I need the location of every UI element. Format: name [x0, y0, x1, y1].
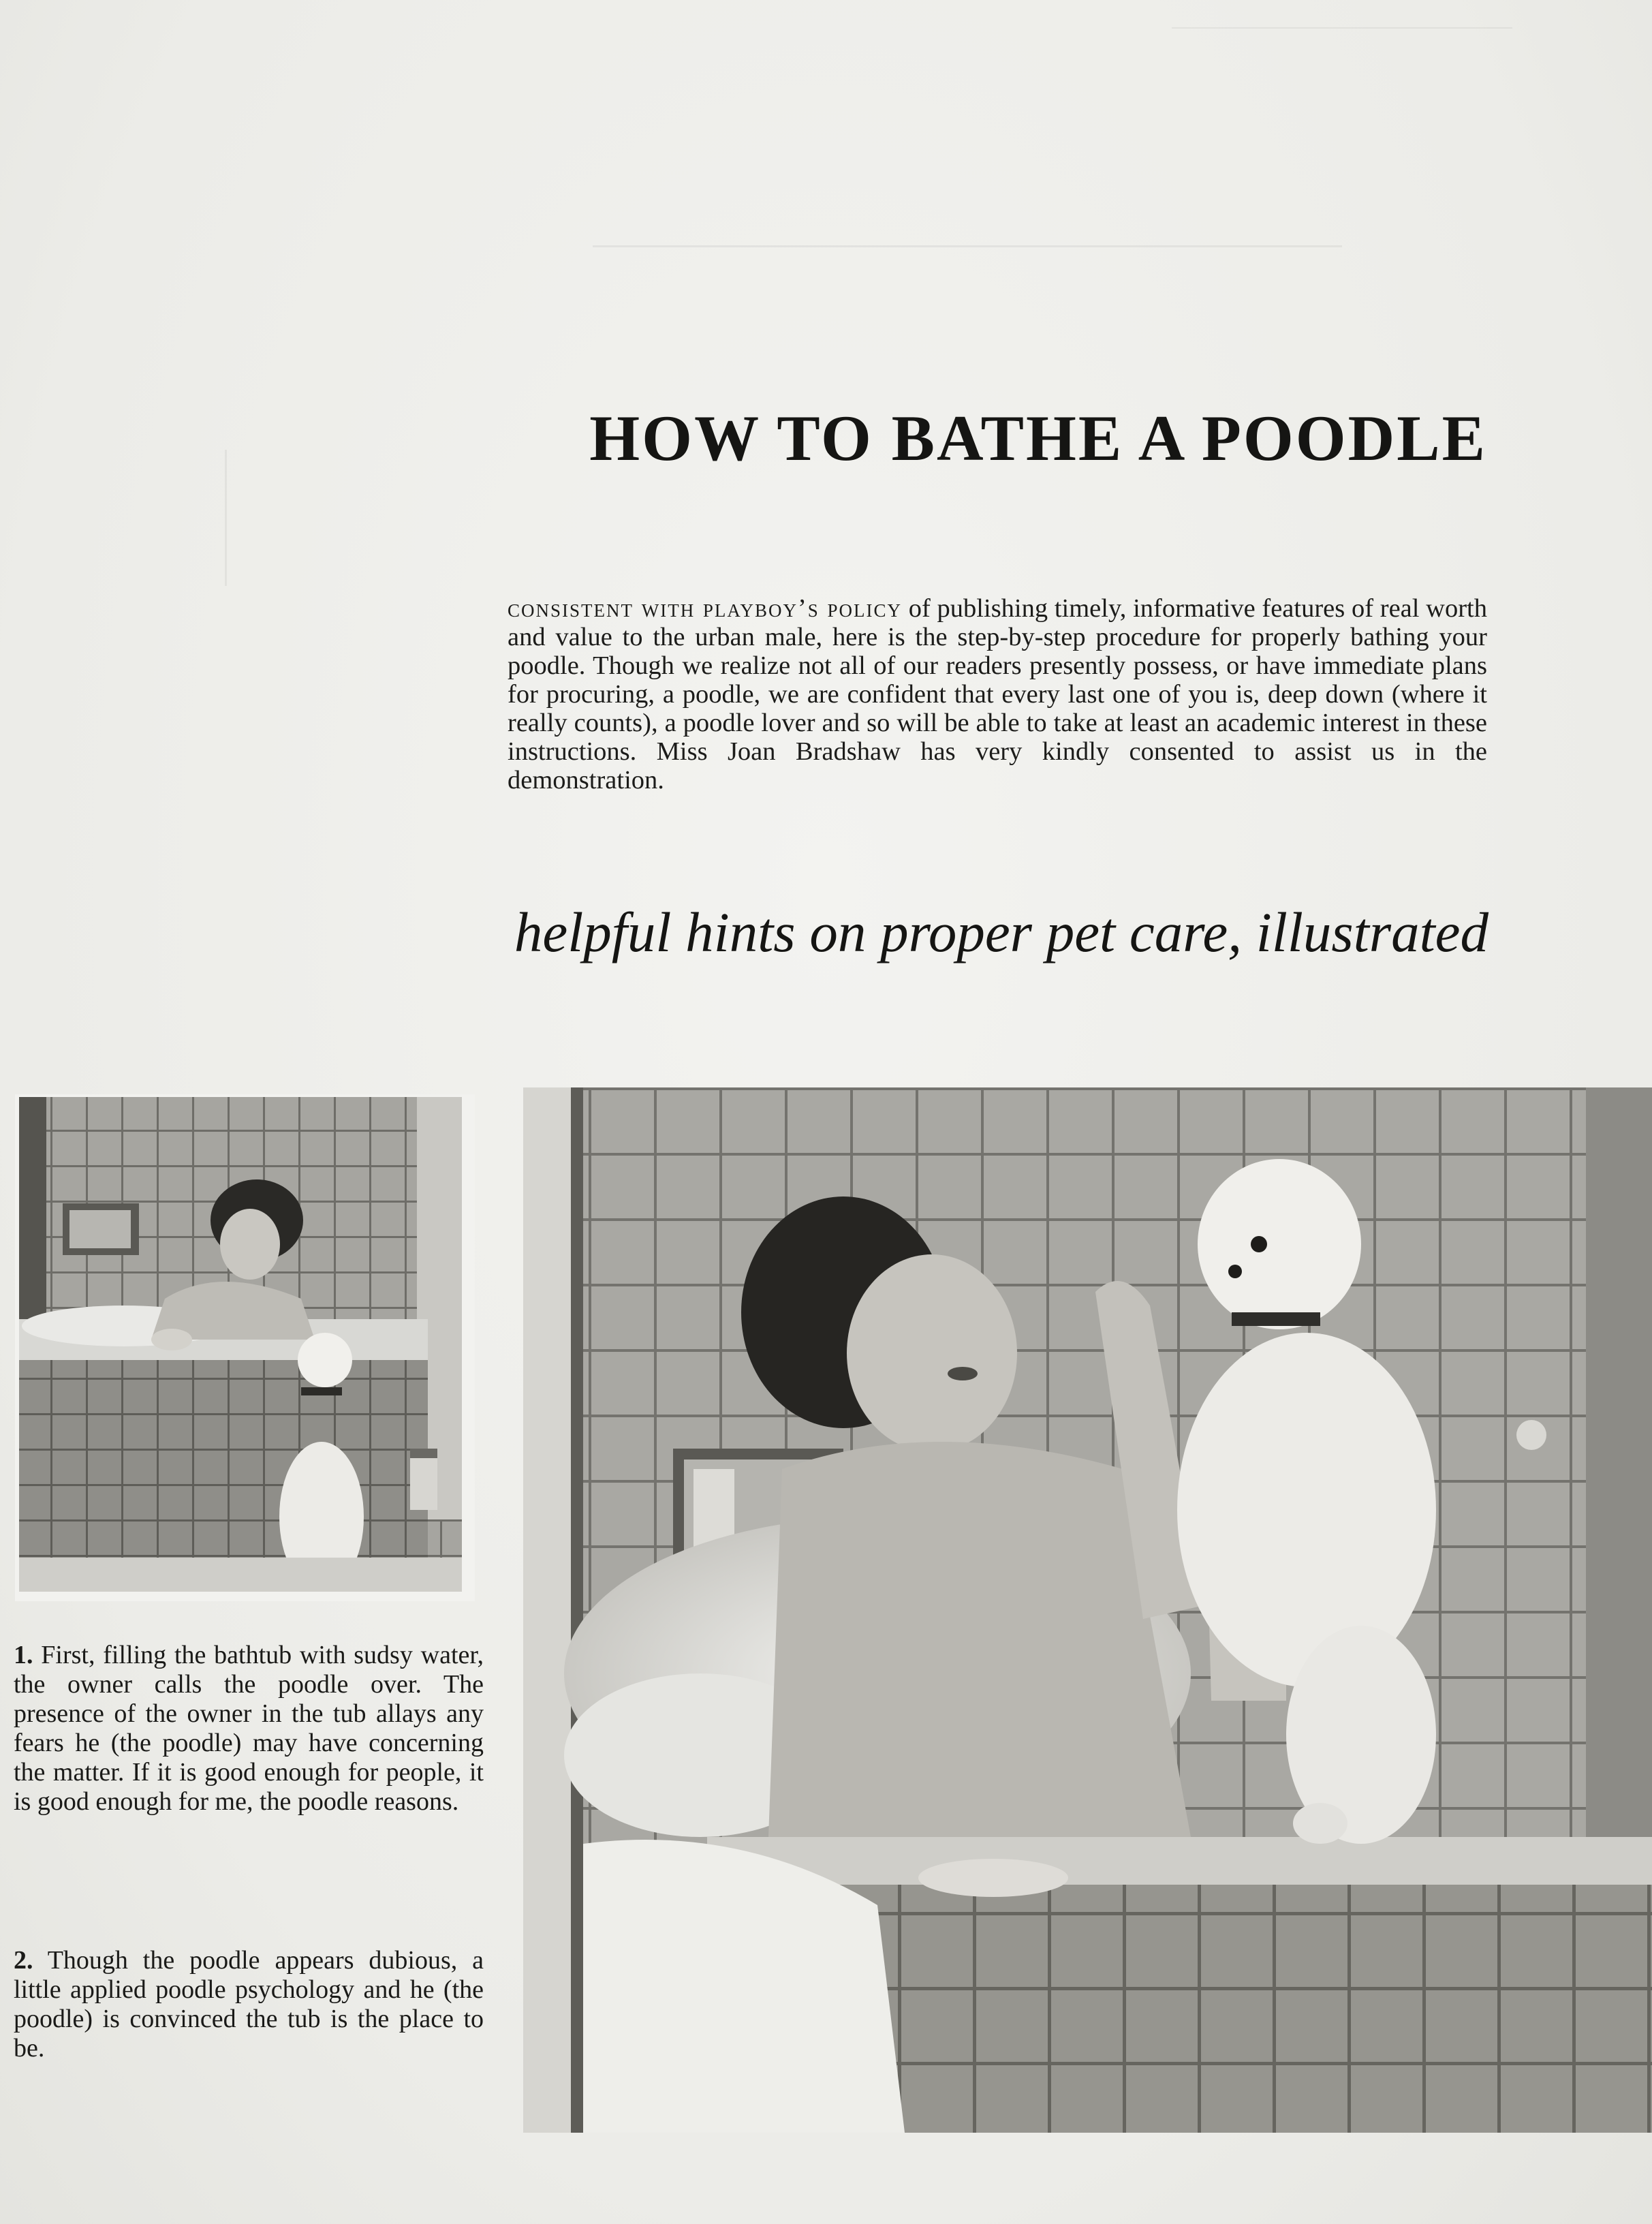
article-title: HOW TO BATHE A POODLE [589, 402, 1487, 474]
bathtub-photo-icon [15, 1094, 475, 1601]
caption-number: 2. [14, 1946, 33, 1975]
show-through-texture [1172, 27, 1512, 206]
article-intro [508, 594, 1487, 794]
caption-text: First, filling the bathtub with sudsy water, the owner calls the poodle over. The presence of the owner in the tub allays any fears he (the poodle) may have concerning the matter. If it is good enough for people, it is good enough for me, the poodle reasons. [14, 1641, 484, 1816]
photo-caption-1 [14, 1641, 484, 1817]
intro-lead-in: consistent with playboy’s policy [508, 594, 903, 623]
bathtub-photo-icon [523, 1087, 1652, 2133]
show-through-texture [593, 245, 1342, 275]
article-subtitle: helpful hints on proper pet care, illustrated [514, 901, 1489, 963]
photo-caption-2 [14, 1946, 484, 2063]
photo-woman-holding-poodle [523, 1087, 1652, 2133]
photo-woman-calling-poodle [15, 1094, 475, 1601]
caption-text: Though the poodle appears dubious, a little applied poodle psychology and he (the poodle) is convinced the tub is the place to be. [14, 1946, 484, 2063]
caption-number: 1. [14, 1641, 33, 1669]
show-through-texture [225, 450, 513, 586]
intro-body: of publishing timely, informative features of real worth and value to the urban male, here is the step-by-step procedure for properly bathing your poodle. Though we realize not all of our readers presently possess, or have immediate plans for procuring, a poodle, we are confident that every last one of you is, deep down (where it really counts), a poodle lover and so will be able to take at least an academic interest in these instructions. Miss Joan Bradshaw has very kindly consented to assist us in the demonstration. [508, 594, 1487, 794]
